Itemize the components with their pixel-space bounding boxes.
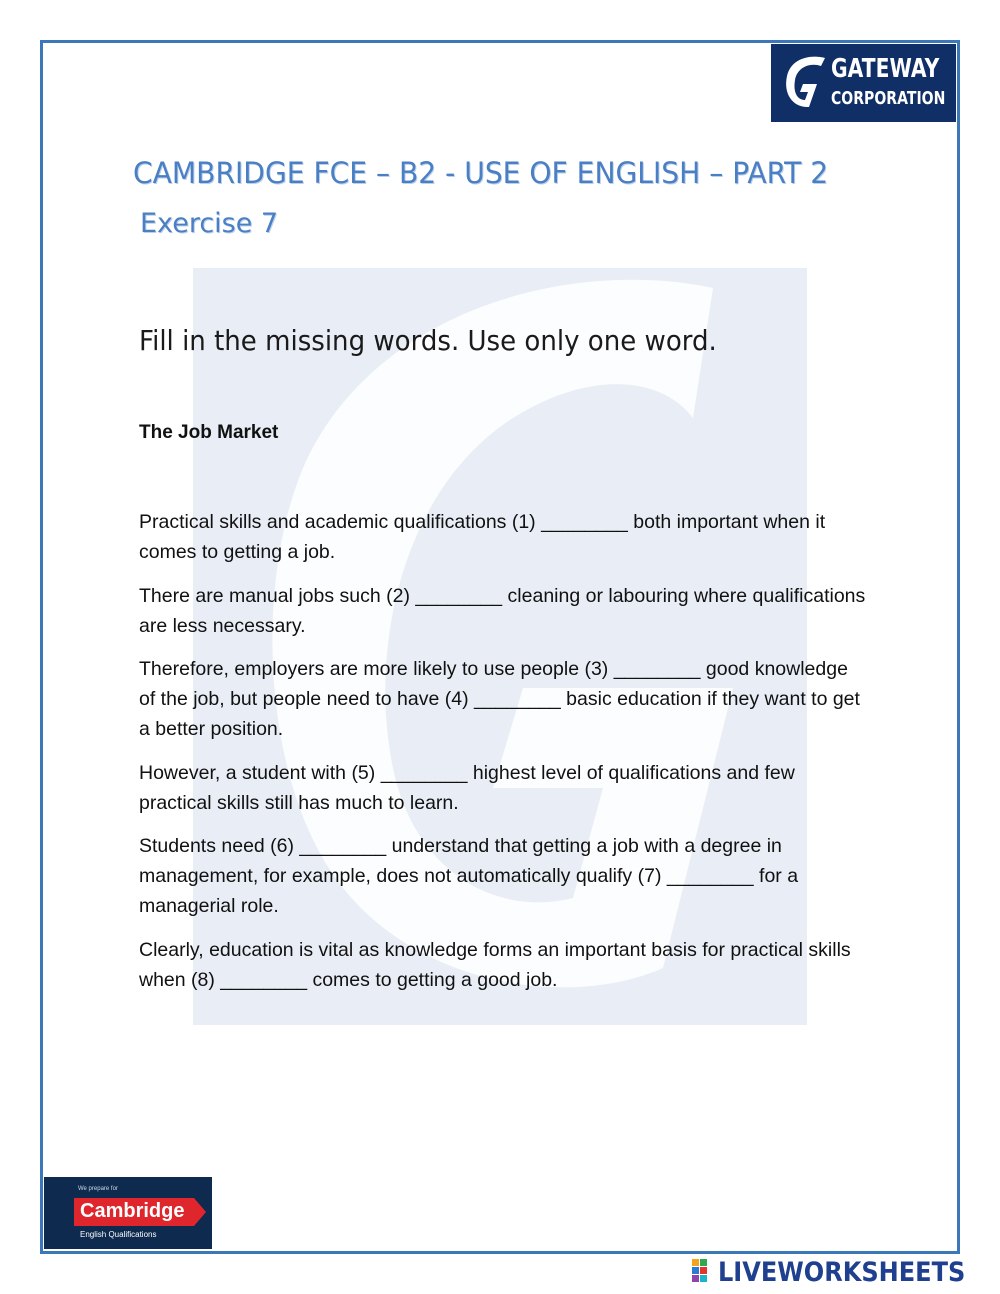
- g-logo-icon: [781, 52, 829, 112]
- cambridge-name: Cambridge: [80, 1200, 185, 1222]
- liveworksheets-text: LIVEWORKSHEETS: [718, 1257, 966, 1288]
- liveworksheets-blocks-icon: [692, 1259, 716, 1283]
- passage-title: The Job Market: [139, 422, 279, 443]
- cambridge-tagline: We prepare for: [78, 1186, 118, 1192]
- page-title: CAMBRIDGE FCE – B2 - USE OF ENGLISH – PART 2: [133, 156, 829, 190]
- brand-name: GATEWAY: [831, 54, 940, 84]
- gateway-logo: [771, 44, 956, 122]
- passage: [139, 507, 869, 1008]
- paragraph-3: Therefore, employers are more likely to use people (3) ________ good knowledge of the job, but people need to have (4) ________ basic education if they want to get a better position.: [139, 658, 860, 740]
- paragraph-1: Practical skills and academic qualifications (1) ________ both important when it comes to getting a job.: [139, 511, 826, 563]
- paragraph-4: However, a student with (5) ________ highest level of qualifications and few practical skills still has much to learn.: [139, 761, 795, 814]
- exercise-label: Exercise 7: [140, 208, 279, 239]
- brand-subname: CORPORATION: [831, 88, 946, 109]
- liveworksheets-logo: [692, 1257, 992, 1287]
- paragraph-5: Students need (6) ________ understand that getting a job with a degree in management, for example, does not automatically qualify (7) ________ for a managerial role.: [139, 835, 799, 917]
- paragraph-6: Clearly, education is vital as knowledge forms an important basis for practical skills when (8) ________ comes to getting a good job.: [139, 938, 851, 991]
- paragraph-2: There are manual jobs such (2) ________ cleaning or labouring where qualifications are less necessary.: [139, 584, 866, 637]
- cambridge-logo: [44, 1177, 212, 1249]
- cambridge-sub: English Qualifications: [80, 1230, 157, 1239]
- instruction-text: Fill in the missing words. Use only one word.: [139, 324, 717, 357]
